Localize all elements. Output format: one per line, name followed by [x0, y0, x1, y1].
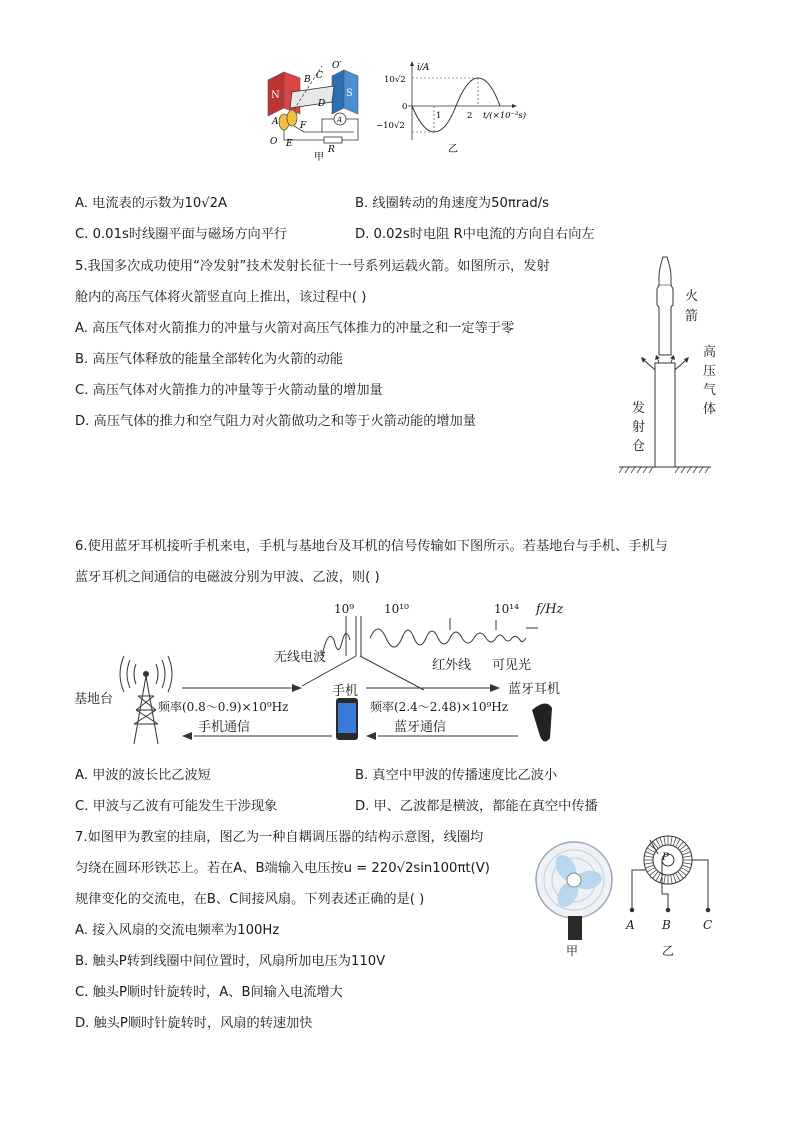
comm1-label: 手机通信: [198, 720, 251, 735]
label-B: B: [304, 75, 311, 85]
label-A: A: [626, 918, 635, 932]
q6-stem-line1: 6.使用蓝牙耳机接听手机来电，手机与基地台及耳机的信号传输如下图所示。若基地台与手机、手机与: [75, 539, 668, 554]
infrared-label: 红外线: [432, 658, 472, 673]
visible-light-label: 可见光: [492, 658, 532, 673]
caption-yi: 乙: [448, 144, 458, 155]
q4-option-d: D. 0.02s时电阻 R中电流的方向自右向左: [355, 227, 595, 242]
coil-winding: [683, 863, 692, 865]
q5-option-d: D. 高压气体的推力和空气阻力对火箭做功之和等于火箭动能的增加量: [75, 414, 476, 429]
earphone-label: 蓝牙耳机: [508, 682, 561, 697]
label-A: A: [272, 117, 279, 127]
q7-option-b: B. 触头P转到线圈中间位置时，风扇所加电压为110V: [75, 954, 386, 969]
label-S: S: [346, 88, 353, 99]
silo-label-2: 射: [632, 420, 646, 435]
coil-winding: [645, 852, 653, 855]
autotransformer-diagram: [630, 836, 710, 912]
coil-winding: [664, 875, 666, 884]
freq2-label: 频率(2.4～2.48)×10⁹Hz: [370, 700, 509, 714]
coil-winding: [647, 848, 655, 853]
q5-option-a: A. 高压气体对火箭推力的冲量与火箭对高压气体推力的冲量之和一定等于零: [75, 321, 515, 336]
q5-stem-line1: 5.我国多次成功使用“冷发射”技术发射长征十一号系列运载火箭。如图所示，发射: [75, 259, 550, 274]
q5-option-c: C. 高压气体对火箭推力的冲量等于火箭动量的增加量: [75, 383, 383, 398]
graph-y-neg: −10√2: [376, 121, 405, 131]
label-R: R: [328, 145, 335, 155]
rocket-label-2: 箭: [685, 309, 699, 324]
label-F: F: [300, 121, 307, 131]
q7-option-c: C. 触头P顺时针旋转时，A、B间输入电流增大: [75, 985, 343, 1000]
gas-label-2: 压: [703, 364, 717, 379]
coil-winding: [664, 836, 666, 845]
graph-x1: 1: [436, 111, 442, 121]
coil-winding: [676, 839, 681, 847]
freq1-label: 频率(0.8～0.9)×10⁹Hz: [158, 700, 289, 714]
caption-jia: 甲: [566, 944, 579, 958]
q6-option-d: D. 甲、乙波都是横波，都能在真空中传播: [355, 799, 598, 814]
q4-option-a: A. 电流表的示数为10√2A: [75, 196, 228, 211]
rocket-label-1: 火: [685, 289, 699, 304]
q6-option-c: C. 甲波与乙波有可能发生干涉现象: [75, 799, 278, 814]
label-D: D: [318, 99, 326, 109]
graph-ylabel: i/A: [417, 63, 430, 73]
q4-option-c: C. 0.01s时线圈平面与磁场方向平行: [75, 227, 288, 242]
q7-figure: [528, 830, 728, 965]
gas-label-4: 体: [703, 402, 717, 417]
tick-1e14: 10¹⁴: [494, 602, 519, 616]
gas-label-1: 高: [703, 345, 717, 360]
q7-stem-line3: 规律变化的交流电，在B、C间接风扇。下列表述正确的是( ): [75, 892, 425, 907]
q7-option-a: A. 接入风扇的交流电频率为100Hz: [75, 923, 280, 938]
q7-stem-line2: 匀绕在圆环形铁芯上。若在A、B端输入电压按u = 220√2sin100πt(V): [75, 861, 490, 876]
generator-diagram: [262, 56, 562, 166]
label-C: C: [316, 71, 323, 81]
q5-stem-line2: 舱内的高压气体将火箭竖直向上推出，该过程中( ): [75, 290, 367, 305]
wall-fan-image: [536, 842, 612, 940]
phone-label: 手机: [332, 684, 359, 699]
q6-stem-line2: 蓝牙耳机之间通信的电磁波分别为甲波、乙波，则( ): [75, 570, 380, 585]
coil-winding: [681, 868, 689, 873]
q7-stem-line1: 7.如图甲为教室的挂扇，图乙为一种自耦调压器的结构示意图，线圈均: [75, 830, 484, 845]
rocket-figure: [615, 255, 735, 480]
caption-yi: 乙: [662, 944, 675, 958]
graph-y-zero: 0: [402, 102, 408, 112]
q6-figure: [70, 598, 590, 750]
q4-figure: [262, 56, 562, 166]
tick-1e10: 10¹⁰: [384, 602, 409, 616]
coil-winding: [681, 848, 689, 853]
q6-option-b: B. 真空中甲波的传播速度比乙波小: [355, 768, 558, 783]
gas-label-3: 气: [703, 383, 717, 398]
coil-winding: [673, 874, 676, 882]
coil-winding: [656, 873, 661, 881]
graph-xlabel: t/(×10⁻²s): [483, 111, 527, 121]
coil-winding: [647, 868, 655, 873]
label-N: N: [271, 90, 280, 101]
coil-winding: [682, 852, 690, 855]
graph-x2: 2: [467, 111, 473, 121]
coil-winding: [644, 856, 653, 858]
tick-1e9: 10⁹: [334, 602, 355, 616]
base-station-label: 基地台: [74, 692, 114, 707]
current-graph: [376, 61, 526, 155]
label-E: E: [286, 139, 293, 149]
label-B: B: [662, 918, 671, 932]
comm2-label: 蓝牙通信: [394, 720, 447, 735]
label-P: P: [662, 852, 669, 863]
radio-wave-label: 无线电波: [274, 650, 327, 665]
silo-label-3: 仓: [632, 439, 646, 454]
label-ammeter: A: [337, 116, 343, 124]
label-C: C: [703, 918, 713, 932]
coil-winding: [673, 837, 676, 845]
label-O-prime: O′: [332, 61, 342, 71]
q4-option-b: B. 线圈转动的角速度为50πrad/s: [355, 196, 550, 211]
coil-winding: [682, 865, 690, 868]
coil-winding: [645, 865, 653, 868]
label-O: O: [270, 137, 278, 147]
q7-option-d: D. 触头P顺时针旋转时，风扇的转速加快: [75, 1016, 313, 1031]
coil-winding: [644, 863, 653, 865]
caption-jia: 甲: [314, 152, 324, 163]
coil-winding: [671, 836, 673, 845]
coil-winding: [683, 856, 692, 858]
coil-winding: [671, 875, 673, 884]
silo-label-1: 发: [632, 401, 646, 416]
graph-y-pos: 10√2: [384, 75, 406, 85]
q5-option-b: B. 高压气体释放的能量全部转化为火箭的动能: [75, 352, 343, 367]
coil-winding: [676, 873, 681, 881]
coil-winding: [656, 839, 661, 847]
q6-option-a: A. 甲波的波长比乙波短: [75, 768, 211, 783]
coil-winding: [660, 837, 663, 845]
axis-unit: f/Hz: [536, 602, 564, 617]
